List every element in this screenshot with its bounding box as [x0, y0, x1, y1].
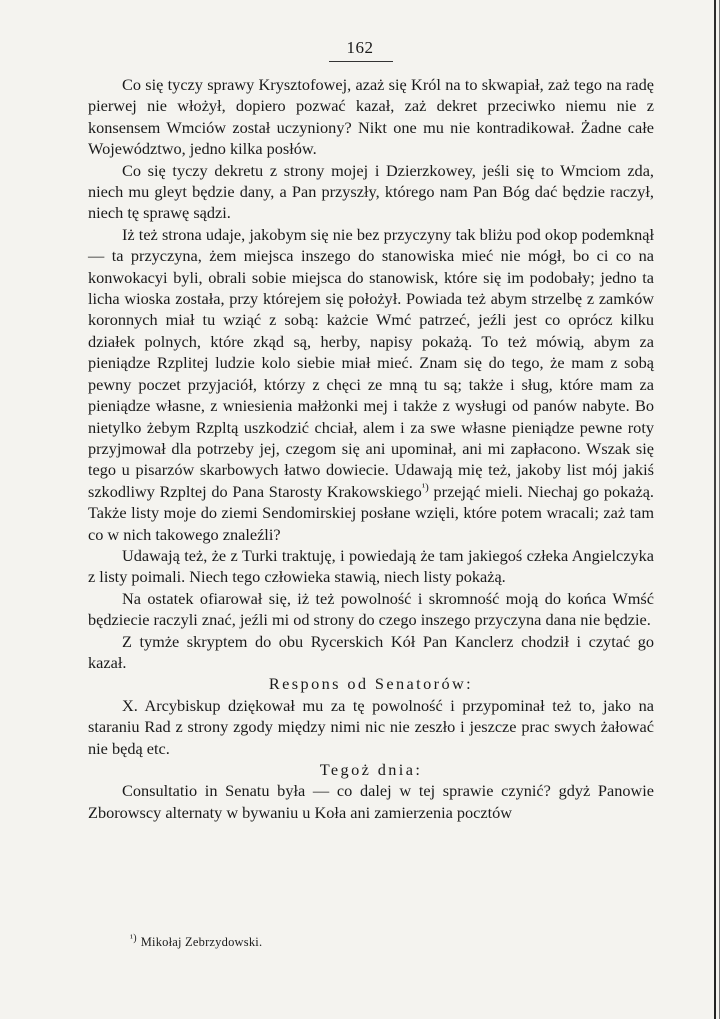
paragraph-okop-tail: przejąć mieli. Niechaj go pokażą. Także listy moje do ziemi Sendomirskiej posłane wzięli, które potem wracali; zaż tam co w nich takowego znaleźli?	[88, 481, 654, 544]
footnote-mark: ¹)	[130, 932, 137, 944]
main-text	[88, 74, 654, 823]
paragraph-consultatio: Consultatio in Senatu była — co dalej w tej sprawie czynić? gdyż Panowie Zborowscy alternaty w bywaniu u Koła ani zamierzenia pocztów	[88, 781, 654, 822]
page-number: 162	[346, 38, 374, 57]
footnote-reference: ¹)	[421, 481, 429, 494]
paragraph-skrypt: Z tymże skryptem do obu Rycerskich Kół Pan Kanclerz chodził i czytać go kazał.	[88, 631, 654, 672]
paragraph-dekret: Co się tyczy dekretu z strony mojej i Dzierzkowey, jeśli się to Wmciom zda, niech mu gleyt będzie dany, a Pan przyszły, którego nam Pan Bóg dać będzie raczył, niech tę sprawę sądzi.	[88, 160, 654, 223]
page-number-rule	[329, 61, 393, 62]
page-edge-shadow	[714, 0, 716, 1019]
paragraph-turki: Udawają też, że z Turki traktuję, i powiedają że tam jakiegoś człeka Angielczyka z listy poimali. Niech tego człowieka stawią, niech listy pokażą.	[88, 545, 654, 587]
paragraph-sprawa-krysztofowa: Co się tyczy sprawy Krysztofowej, azaż się Król na to skwapiał, zaż tego na radę pierwej nie włożył, dopiero pozwać kazał, zaż dekret przeciwko niemu nie z konsensem Wmciów został uczyniony? Nikt one mu nie kontradikował. Żadne całe Województwo, jedno kilka posłów.	[88, 75, 654, 159]
footnote-text: Mikołaj Zebrzydowski.	[140, 935, 263, 949]
paragraph-okop-body: Iż też strona udaje, jakobym się nie bez przyczyny tak bliżu pod okop podemknął — ta przyczyna, żem miejsca inszego do stanowiska mieć nie mógł, bo ci co na konwokacyi byli, obrali sobie miejsca do stanowisk, które się im podobały; jedno ta licha wioska została, przy którejem się położył. Powiada też abym strzelbę z zamków koronnych miał tu wziąć z sobą: każcie Wmć patrzeć, jeźli jest co oprócz kilku działek polnych, które zkąd są, herby, napisy pokażą. To też mówią, abym za pieniądze Rzplitej ludzie kolo siebie miał mieć. Znam się do tego, że mam z sobą pewny poczet przyjaciół, którzy z chęci ze mną tu są; także i sług, które mam za pieniądze własne, z wniesienia małżonki mej i także z wysługi od panów nabyte. Bo nietylko żebym Rzpltą uszkodzić chciał, alem i za swe własne pieniądze pewne roty przyjmował dla potrzeby jej, czegom się ani upominał, ani mi zapłacono. Wszak się tego u pisarzów skarbowych łatwo dowiecie. Udawają mię też, jakoby list mój jakiś szkodliwy Rzpltej do Pana Starosty Krakowskiego	[88, 224, 654, 501]
footnote	[130, 932, 263, 950]
paragraph-arcybiskup: X. Arcybiskup dziękował mu za tę powolność i przypominał też to, jako na staraniu Rad z strony zgody między nimi nic nie zeszło i jeszcze prac swych żałować nie będą etc.	[88, 695, 654, 758]
section-heading-tegoz-dnia: Tegoż dnia:	[319, 760, 423, 779]
section-heading-respons: Respons od Senatorów:	[268, 674, 474, 694]
paragraph-ofiarowal: Na ostatek ofiarował się, iż też powolność i skromność moją do końca Wmść będziecie raczyli znać, jeźli mi od strony do czego inszego przyczyna dana nie będzie.	[88, 588, 654, 630]
paragraph-okop	[88, 224, 654, 545]
